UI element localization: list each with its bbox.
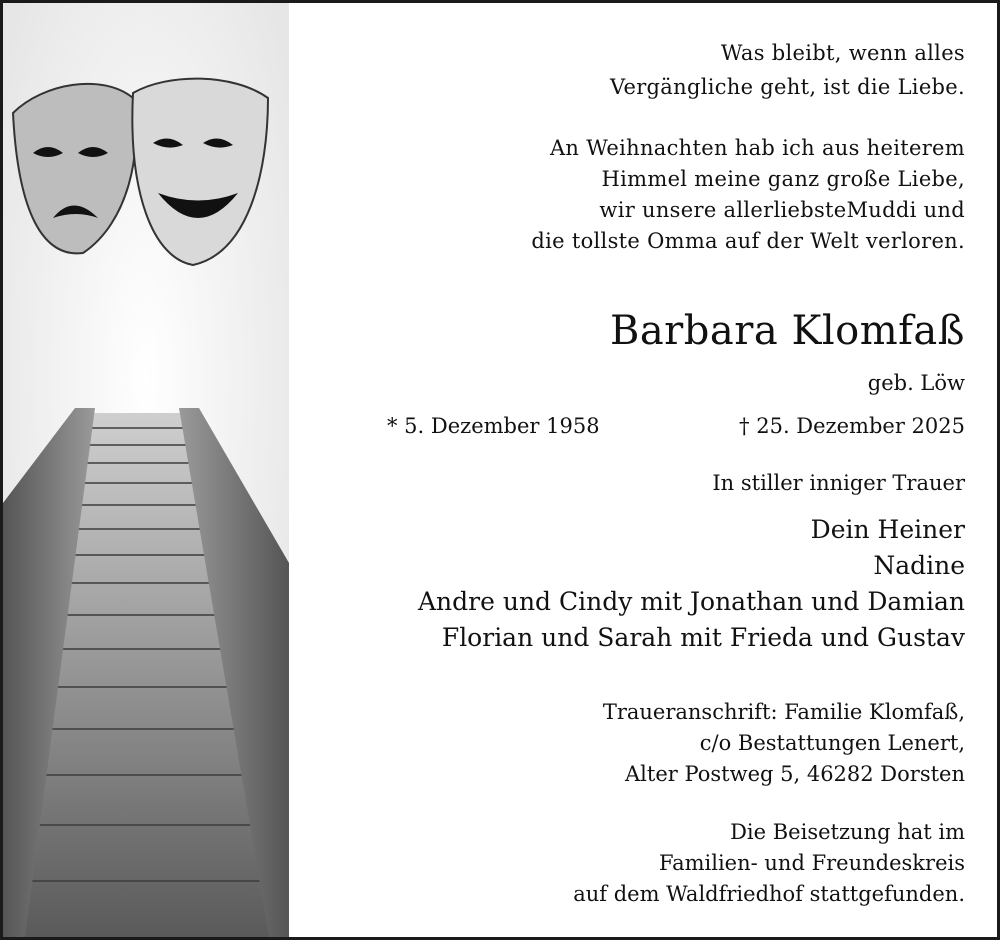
family-line: Nadine bbox=[873, 551, 965, 580]
poem-line: wir unsere allerliebsteMuddi und bbox=[599, 198, 965, 222]
poem-line: Himmel meine ganz große Liebe, bbox=[601, 167, 965, 191]
poem-line: Was bleibt, wenn alles bbox=[720, 41, 965, 65]
family-line: Dein Heiner bbox=[810, 515, 965, 544]
death-date: † 25. Dezember 2025 bbox=[739, 414, 965, 438]
address-line: Alter Postweg 5, 46282 Dorsten bbox=[625, 762, 965, 786]
poem-line: Vergängliche geht, ist die Liebe. bbox=[609, 75, 965, 99]
stairway-masks-image bbox=[3, 3, 289, 937]
address-line: c/o Bestattungen Lenert, bbox=[699, 731, 965, 755]
obituary-text bbox=[303, 3, 965, 937]
family-line: Andre und Cindy mit Jonathan und Damian bbox=[418, 587, 965, 616]
burial-line: Die Beisetzung hat im bbox=[730, 820, 965, 844]
family-line: Florian und Sarah mit Frieda und Gustav bbox=[441, 623, 965, 652]
born-name: geb. Löw bbox=[867, 371, 965, 395]
burial-line: auf dem Waldfriedhof stattgefunden. bbox=[573, 882, 965, 906]
stairway-image bbox=[3, 3, 289, 937]
mourning-intro: In stiller inniger Trauer bbox=[712, 471, 965, 495]
address-line: Traueranschrift: Familie Klomfaß, bbox=[602, 700, 965, 724]
poem-line: die tollste Omma auf der Welt verloren. bbox=[531, 229, 965, 253]
poem-line: An Weihnachten hab ich aus heiterem bbox=[549, 136, 965, 160]
burial-line: Familien- und Freundeskreis bbox=[658, 851, 965, 875]
deceased-name: Barbara Klomfaß bbox=[609, 308, 965, 354]
birth-date: * 5. Dezember 1958 bbox=[387, 414, 600, 438]
